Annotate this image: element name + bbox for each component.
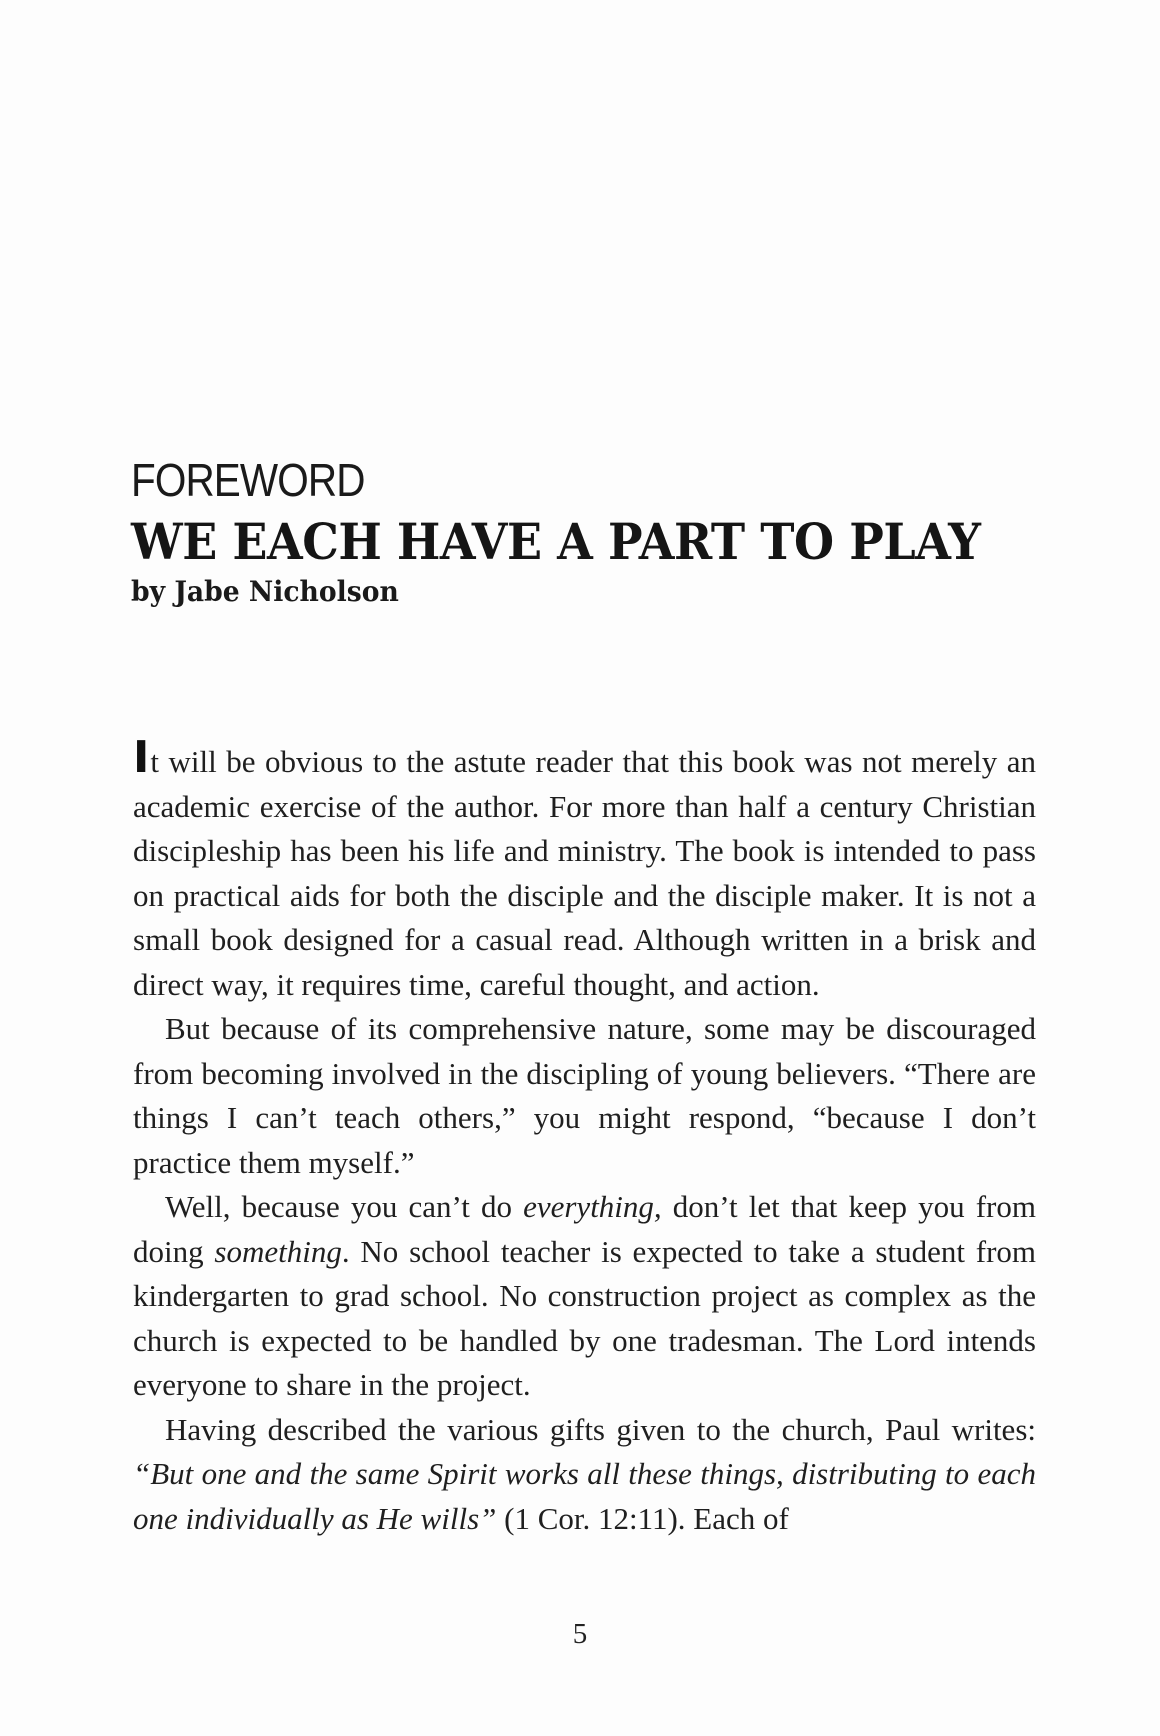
page-number: 5 (572, 1618, 588, 1650)
chapter-kicker: FOREWORD (131, 454, 365, 506)
chapter-header (131, 452, 1051, 610)
paragraph-4 (133, 1408, 1036, 1542)
paragraph-3-text-c: don’t let that keep you from doing (133, 1189, 1036, 1269)
paragraph-1-text: t will be obvious to the astute reader that this book was not merely an academic exercise of the author. For more than half a century Christian discipleship has been his life and ministry. The book is intended to pass on practical aids for both the disciple and the disciple maker. It is not a small book designed for a casual read. Although written in a brisk and direct way, it requires time, careful thought, and action. (133, 744, 1036, 1002)
paragraph-3-text-e: . No school teacher is expected to take a student from kindergarten to grad school. No construction project as complex as the church is expected to be handled by one tradesman. The Lord intends everyone to share in the project. (133, 1233, 1036, 1402)
paragraph-3-italic-something: something (214, 1233, 342, 1269)
paragraph-3-italic-everything: everything, (523, 1189, 662, 1224)
paragraph-2-text: But because of its comprehensive nature, some may be discouraged from becoming involved in the discipling of young believers. “There are things I can’t teach others,” you might respond, “because I don’t practice them myself.” (133, 1011, 1036, 1180)
paragraph-4-text-a: Having described the various gifts given to the church, Paul writes: (165, 1411, 1036, 1447)
paragraph-1 (133, 732, 1036, 1007)
drop-cap: I (133, 732, 150, 783)
paragraph-3 (133, 1185, 1036, 1408)
paragraph-2 (133, 1007, 1036, 1185)
paragraph-4-text-c: (1 Cor. 12:11). Each of (496, 1500, 789, 1536)
paragraph-3-text-a: Well, because you can’t do (165, 1189, 524, 1224)
body-text (133, 732, 1036, 1541)
scripture-quote: “But one and the same Spirit works all these things, distributing to each one individually as He wills” (133, 1456, 1036, 1536)
chapter-byline: by Jabe Nicholson (131, 575, 399, 608)
chapter-title: WE EACH HAVE A PART TO PLAY (131, 512, 981, 571)
